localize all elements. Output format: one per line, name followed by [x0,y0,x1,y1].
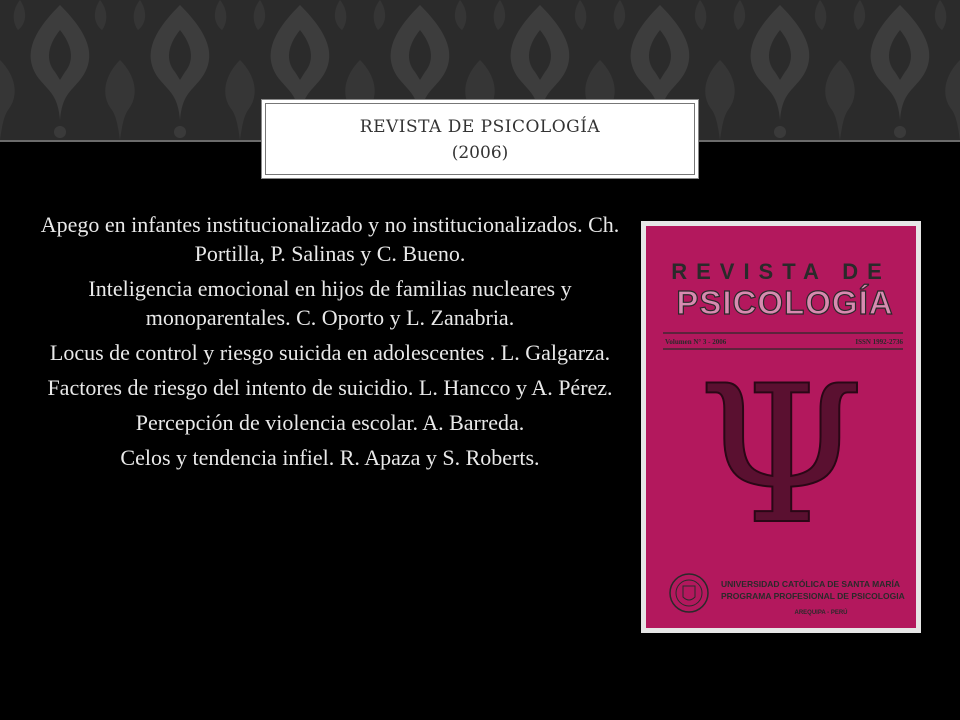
cover-title-line1: REVISTA DE [671,259,891,284]
journal-cover-image [641,221,921,633]
article-item: Apego en infantes institucionalizado y no institucionalizados. Ch. Portilla, P. Salinas y C. Bueno. [40,212,620,266]
article-list [40,210,620,478]
cover-city: AREQUIPA - PERÚ [794,610,848,616]
article-item: Factores de riesgo del intento de suicidio. L. Hancco y A. Pérez. [47,375,613,400]
cover-volume: Volumen N° 3 - 2006 [665,338,727,346]
psi-symbol-icon: Ψ [697,345,865,566]
slide-subtitle-year: (2006) [451,143,509,163]
cover-university: UNIVERSIDAD CATÓLICA DE SANTA MARÍA [721,579,900,589]
article-item: Inteligencia emocional en hijos de familias nucleares y monoparentales. C. Oporto y L. Zanabria. [88,276,572,330]
cover-issn: ISSN 1992-2736 [855,338,903,346]
article-item: Celos y tendencia infiel. R. Apaza y S. Roberts. [120,445,540,470]
cover-program: PROGRAMA PROFESIONAL DE PSICOLOGIA [721,591,905,601]
article-item: Percepción de violencia escolar. A. Barreda. [135,410,525,435]
slide-title-box [261,99,699,179]
slide-title: REVISTA DE PSICOLOGÍA [359,117,601,137]
article-item: Locus de control y riesgo suicida en adolescentes . L. Galgarza. [49,340,611,365]
cover-title-line2: PSICOLOGÍA [676,284,894,321]
